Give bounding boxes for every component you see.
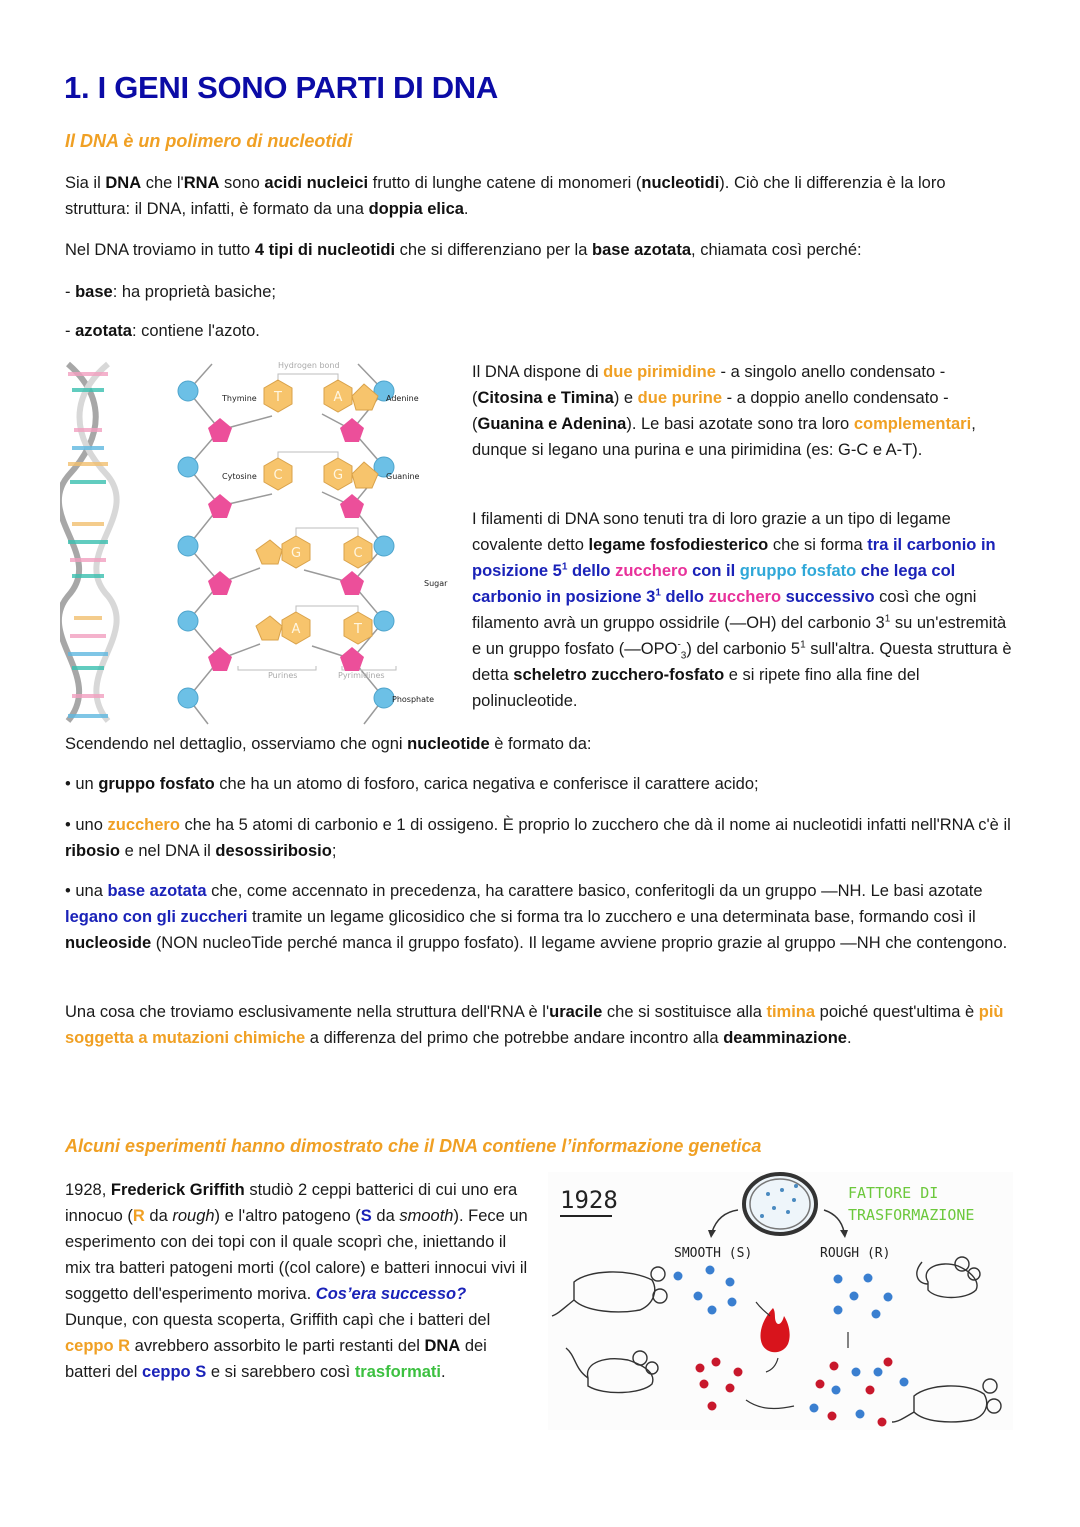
text: che ha 5 atomi di carbonio e 1 di ossigeno. È proprio lo zucchero che dà il nome ai nucleotidi infatti nell'RNA c'è il [179, 816, 1011, 834]
bold-text: DNA [105, 174, 142, 192]
mixed-bacteria [810, 1358, 909, 1427]
text: Nel DNA troviamo in tutto [65, 241, 255, 259]
text: - [65, 283, 76, 301]
bold-text: deamminazione [723, 1029, 847, 1047]
text: tramite un legame glicosidico che si forma tra lo zucchero e una determinata base, formando così il [247, 908, 976, 926]
highlight-text: zucchero [107, 816, 180, 834]
text: che si sostituisce alla [602, 1003, 767, 1021]
blue-text: dello [660, 588, 709, 606]
page-title: 1. I GENI SONO PARTI DI DNA [64, 70, 498, 105]
label-phosphate: Phosphate [392, 695, 435, 704]
highlight-text: R [132, 1207, 145, 1225]
text: su un'estremità e un gruppo fosfato (—OPO [472, 614, 1007, 658]
text: a differenza del primo che potrebbe andare incontro alla [305, 1029, 724, 1047]
text: 1928, [65, 1181, 111, 1199]
text: sull'altra. Questa struttura è detta [472, 640, 1012, 684]
text: ). Fece un esperimento con dei topi con il quale scoprì che, iniettando il mix tra batteri patogeni morti ((col calore) e batteri innocui vivi il soggetto dell'esperimento moriva. [65, 1207, 528, 1303]
bold-text: legame fosfodiesterico [588, 536, 769, 554]
text: da [371, 1207, 400, 1225]
nucleotide-types-paragraph [65, 237, 1015, 263]
blue-text: dello [567, 562, 616, 580]
helix-icon [60, 364, 117, 721]
uracil-paragraph [65, 999, 1015, 1051]
text: ). Ciò che li differenzia è la loro struttura: il DNA, infatti, è formato da una [65, 174, 946, 218]
bold-text: doppia elica [368, 200, 464, 218]
label-adenine: Adenine [386, 394, 419, 403]
bold-text: nucleotidi [641, 174, 720, 192]
rough-label: ROUGH (R) [820, 1246, 891, 1261]
superscript: - [677, 639, 681, 651]
blue-text: base azotata [107, 882, 207, 900]
petri-dish-icon [744, 1174, 816, 1234]
label-sugar: Sugar [424, 579, 448, 588]
bold-text: desossiribosio [215, 842, 332, 860]
text: è formato da: [489, 735, 592, 753]
highlight-text: due purine [637, 389, 722, 407]
text: . [463, 200, 469, 218]
bold-text: nucleoside [65, 934, 152, 952]
label-cytosine: Cytosine [222, 472, 257, 481]
bold-text: DNA [424, 1337, 461, 1355]
purines-pyrimidines-paragraph [472, 359, 1017, 463]
text: Sia il [65, 174, 106, 192]
text: poiché quest'ultima è [815, 1003, 979, 1021]
bold-text: RNA [183, 174, 220, 192]
text: Una cosa che troviamo esclusivamente nella struttura dell'RNA è l' [65, 1003, 550, 1021]
italic-text: rough [172, 1207, 215, 1225]
bold-text: nucleotide [407, 735, 490, 753]
text: che si forma [768, 536, 868, 554]
label-guanine: Guanine [386, 472, 420, 481]
text: che, come accennato in precedenza, ha carattere basico, conferitogli da un gruppo —NH. Le basi azotate [206, 882, 983, 900]
text: . [441, 1363, 446, 1381]
text: da [144, 1207, 173, 1225]
pink-text: zucchero [708, 588, 782, 606]
text: ; [331, 842, 337, 860]
blue-text: con il [687, 562, 740, 580]
cyan-text: gruppo fosfato [739, 562, 857, 580]
nucleotide-detail-intro [65, 731, 1015, 757]
label-purines: Purines [268, 671, 298, 680]
superscript: 1 [655, 587, 661, 599]
base-letter: G [290, 546, 302, 561]
text: - a singolo anello condensato - ( [472, 363, 946, 407]
dna-double-helix-illustration [60, 356, 465, 728]
text: e nel DNA il [120, 842, 216, 860]
bold-text: azotata [75, 322, 132, 340]
bold-text: Citosina e Timina [477, 389, 614, 407]
bullet-nitrogen-base [65, 878, 1015, 956]
superscript: 1 [800, 639, 806, 651]
text: , dunque si legano una purina e una pirimidina (es: G-C e A-T). [472, 415, 976, 459]
smooth-bacteria [674, 1266, 737, 1315]
bold-text: Frederick Griffith [110, 1181, 245, 1199]
blue-text: successivo [781, 588, 875, 606]
subscript: 3 [680, 650, 687, 662]
text: (NON nucleoTide perché manca il gruppo fosfato). Il legame avviene proprio grazie al gruppo —NH che contengono. [151, 934, 1008, 952]
text: Il DNA dispone di [472, 363, 604, 381]
dead-smooth-bacteria [696, 1358, 743, 1411]
label-pyrimidines: Pyrimidines [338, 671, 385, 680]
griffith-experiment-figure [548, 1172, 1013, 1430]
bold-text: gruppo fosfato [98, 775, 215, 793]
base-letter: A [333, 390, 343, 405]
intro-paragraph [65, 170, 1015, 222]
factor-label: FATTORE DI [848, 1184, 939, 1202]
text: ). Le basi azotate sono tra loro [626, 415, 854, 433]
highlight-text: due pirimidine [603, 363, 716, 381]
text: che si differenziano per la [395, 241, 592, 259]
base-letter: G [332, 468, 344, 483]
bold-text: base azotata [591, 241, 692, 259]
base-letter: T [274, 390, 282, 405]
bold-text: ribosio [65, 842, 121, 860]
highlight-text: più soggetta a mutazioni chimiche [65, 1003, 1004, 1047]
smooth-label: SMOOTH (S) [674, 1246, 753, 1261]
superscript: 1 [884, 613, 891, 625]
text: Dunque, con questa scoperta, Griffith capì che i batteri del [65, 1311, 491, 1329]
base-letter: A [291, 622, 301, 637]
list-item-azotata [65, 318, 260, 344]
base-letter: T [354, 622, 362, 637]
green-text: trasformati [354, 1363, 442, 1381]
blue-text: S [360, 1207, 372, 1225]
section-heading-experiments: Alcuni esperimenti hanno dimostrato che il DNA contiene l’informazione genetica [65, 1136, 762, 1156]
base-letter: C [273, 468, 283, 483]
superscript: 1 [561, 561, 568, 573]
blue-text: tra il carbonio in posizione 5 [472, 536, 996, 580]
text: : contiene l'azoto. [131, 322, 260, 340]
text: • una [65, 882, 108, 900]
text: - [65, 322, 76, 340]
text: avrebbero assorbito le parti restanti del [130, 1337, 425, 1355]
flame-icon [760, 1308, 789, 1352]
text: I filamenti di DNA sono tenuti tra di loro grazie a un tipo di legame covalente detto [472, 510, 951, 554]
text: • uno [65, 816, 108, 834]
text: : ha proprietà basiche; [112, 283, 276, 301]
text: . [846, 1029, 852, 1047]
question-text: Cos’era successo? [315, 1285, 467, 1303]
base-letter: C [353, 546, 363, 561]
bullet-phosphate-group [65, 771, 1015, 797]
text: sono [219, 174, 265, 192]
pink-text: zucchero [615, 562, 688, 580]
label-thymine: Thymine [222, 394, 257, 403]
text: così che ogni filamento avrà un gruppo ossidrile (—OH) del carbonio 3 [472, 588, 977, 632]
year-label: 1928 [560, 1186, 618, 1214]
highlight-text: ceppo R [65, 1337, 131, 1355]
griffith-paragraph [65, 1177, 530, 1385]
text: che l' [141, 174, 184, 192]
bold-text: base [75, 283, 113, 301]
text: studiò 2 ceppi batterici di cui uno era innocuo ( [65, 1181, 518, 1225]
blue-text: ceppo S [142, 1363, 207, 1381]
text: dei batteri del [65, 1337, 487, 1381]
text: ) e [613, 389, 638, 407]
text: che ha un atomo di fosforo, carica negativa e conferisce il carattere acido; [214, 775, 759, 793]
text: ) del carbonio 5 [686, 640, 801, 658]
phosphodiester-paragraph [472, 506, 1017, 714]
bold-text: scheletro zucchero-fosfato [513, 666, 725, 684]
section-heading-dna-polymer: Il DNA è un polimero di nucleotidi [65, 131, 353, 151]
text: frutto di lunghe catene di monomeri ( [368, 174, 642, 192]
blue-text: che lega col carbonio in posizione 3 [472, 562, 956, 606]
highlight-text: timina [766, 1003, 816, 1021]
italic-text: smooth [399, 1207, 454, 1225]
blue-text: legano con gli zuccheri [65, 908, 248, 926]
text: ) e l'altro patogeno ( [214, 1207, 361, 1225]
text: • un [65, 775, 99, 793]
factor-label: TRASFORMAZIONE [848, 1206, 975, 1224]
text: - a doppio anello condensato - ( [472, 389, 949, 433]
dna-structure-figure [60, 356, 465, 728]
rough-bacteria [834, 1274, 893, 1319]
text: , chiamata così perché: [691, 241, 862, 259]
list-item-base [65, 279, 276, 305]
text: e si ripete fino alla fine del polinucleotide. [472, 666, 920, 710]
bold-text: uracile [549, 1003, 603, 1021]
text: e si sarebbero così [206, 1363, 355, 1381]
text: Scendendo nel dettaglio, osserviamo che ogni [65, 735, 408, 753]
bold-text: 4 tipi di nucleotidi [254, 241, 396, 259]
griffith-illustration [548, 1172, 1013, 1430]
bold-text: Guanina e Adenina [477, 415, 627, 433]
bullet-sugar [65, 812, 1015, 864]
highlight-text: complementari [853, 415, 972, 433]
label-hydrogen-bond: Hydrogen bond [278, 361, 340, 370]
bold-text: acidi nucleici [264, 174, 369, 192]
